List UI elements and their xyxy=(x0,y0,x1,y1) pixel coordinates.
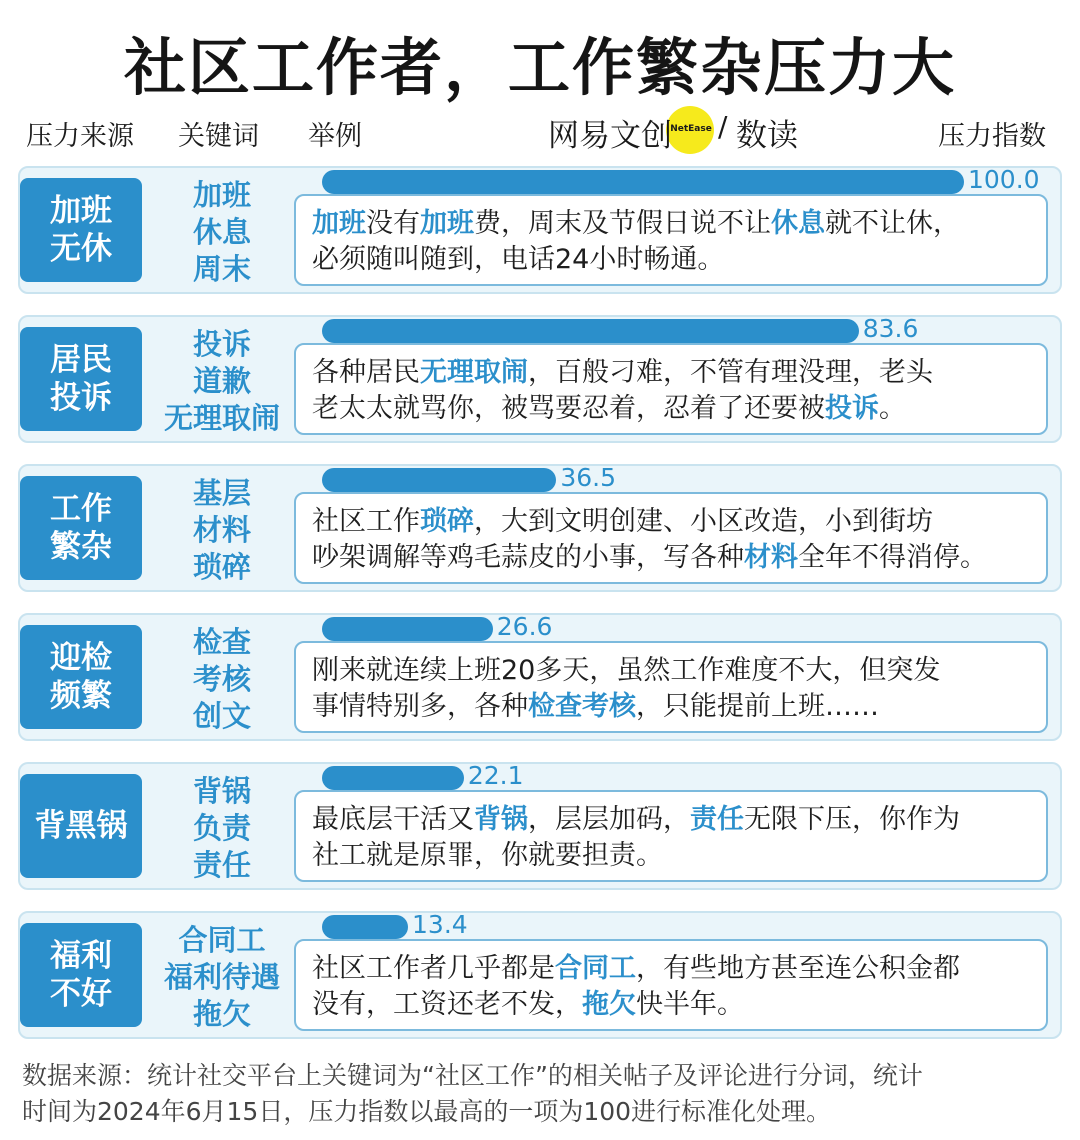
example-quote xyxy=(294,194,1048,286)
footnote-line: 时间为2024年6月15日，压力指数以最高的一项为100进行标准化处理。 xyxy=(22,1097,832,1126)
stress-row xyxy=(18,166,1062,294)
header-keywords: 关键词 xyxy=(178,121,259,152)
example-line xyxy=(312,504,1032,540)
keyword: 责任 xyxy=(192,847,251,882)
example-quote xyxy=(294,492,1048,584)
keyword: 福利待遇 xyxy=(163,959,280,994)
stress-value-label: 83.6 xyxy=(862,314,919,343)
example-text: 社工就是原罪，你就要担责。 xyxy=(312,840,663,871)
logo-sub-text: 数读 xyxy=(736,118,798,154)
stress-row xyxy=(18,762,1062,890)
example-text: ，大到文明创建、小区改造，小到街坊 xyxy=(474,506,933,537)
keyword: 拖欠 xyxy=(192,996,251,1031)
keyword: 合同工 xyxy=(178,922,266,957)
highlighted-keyword: 投诉 xyxy=(825,393,879,424)
example-line xyxy=(312,951,1032,987)
source-text: 投诉 xyxy=(50,380,112,416)
highlighted-keyword: 拖欠 xyxy=(582,989,636,1020)
example-text: 没有 xyxy=(366,208,420,239)
highlighted-keyword: 背锅 xyxy=(474,804,528,835)
header-example: 举例 xyxy=(308,121,362,152)
keyword-list xyxy=(152,772,292,884)
example-line xyxy=(312,653,1032,689)
example-text: 各种居民 xyxy=(312,357,420,388)
header-index: 压力指数 xyxy=(938,121,1046,152)
source-text: 频繁 xyxy=(50,678,112,714)
example-text: 老太太就骂你，被骂要忍着，忍着了还要被 xyxy=(312,393,825,424)
example-text: ，百般刁难，不管有理没理，老头 xyxy=(528,357,933,388)
example-text: 没有，工资还老不发， xyxy=(312,989,582,1020)
stress-value-label: 100.0 xyxy=(968,165,1040,194)
source-text: 无休 xyxy=(50,231,112,267)
example-text: 费，周末及节假日说不让 xyxy=(474,208,771,239)
example-text: 无限下压，你作为 xyxy=(744,804,960,835)
highlighted-keyword: 加班 xyxy=(420,208,474,239)
example-text: 快半年。 xyxy=(636,989,744,1020)
stress-row xyxy=(18,613,1062,741)
keyword-list xyxy=(152,176,292,288)
source-text: 迎检 xyxy=(50,640,112,676)
example-text: 必须随叫随到，电话24小时畅通。 xyxy=(312,244,725,275)
keyword: 创文 xyxy=(192,698,251,733)
header-source: 压力来源 xyxy=(26,121,134,152)
source-text: 加班 xyxy=(50,193,112,229)
netease-logo xyxy=(548,106,808,156)
source-text: 福利 xyxy=(50,938,112,974)
stress-row xyxy=(18,315,1062,443)
example-text: ，层层加码， xyxy=(528,804,690,835)
source-text: 居民 xyxy=(50,342,112,378)
highlighted-keyword: 休息 xyxy=(771,208,825,239)
stress-source-label xyxy=(20,625,142,729)
keyword: 考核 xyxy=(192,661,251,696)
example-text: 社区工作者几乎都是 xyxy=(312,953,555,984)
example-text: 吵架调解等鸡毛蒜皮的小事，写各种 xyxy=(312,542,744,573)
example-line xyxy=(312,242,1032,278)
example-line xyxy=(312,802,1032,838)
highlighted-keyword: 责任 xyxy=(690,804,744,835)
stress-bar xyxy=(322,766,464,790)
example-text: 社区工作 xyxy=(312,506,420,537)
example-text: 。 xyxy=(879,393,906,424)
example-line xyxy=(312,206,1032,242)
keyword: 无理取闹 xyxy=(163,400,280,435)
footnote-line: 数据来源：统计社交平台上关键词为“社区工作”的相关帖子及评论进行分词，统计 xyxy=(22,1061,923,1090)
example-text: 全年不得消停。 xyxy=(798,542,987,573)
source-text: 不好 xyxy=(50,976,112,1012)
highlighted-keyword: 琐碎 xyxy=(420,506,474,537)
keyword-list xyxy=(152,623,292,735)
keyword: 负责 xyxy=(192,810,251,845)
stress-bar xyxy=(322,468,556,492)
stress-value-label: 13.4 xyxy=(412,910,468,939)
stress-value-label: 26.6 xyxy=(496,612,553,641)
keyword: 周末 xyxy=(192,251,251,286)
stress-row xyxy=(18,464,1062,592)
highlighted-keyword: 无理取闹 xyxy=(420,357,528,388)
example-text: 就不让休， xyxy=(825,208,960,239)
highlighted-keyword: 加班 xyxy=(312,208,366,239)
stress-source-label xyxy=(20,178,142,282)
example-line xyxy=(312,540,1032,576)
source-text: 工作 xyxy=(50,491,112,527)
stress-row xyxy=(18,911,1062,1039)
stress-value-label: 22.1 xyxy=(467,761,524,790)
example-text: ，只能提前上班…… xyxy=(636,691,879,722)
example-quote xyxy=(294,641,1048,733)
keyword: 道歉 xyxy=(192,363,251,398)
keyword: 材料 xyxy=(192,512,251,547)
keyword: 背锅 xyxy=(192,773,251,808)
stress-source-label xyxy=(20,923,142,1027)
logo-main-text: 网易文创 xyxy=(548,118,672,154)
example-line xyxy=(312,689,1032,725)
keyword: 检查 xyxy=(192,624,251,659)
keyword: 加班 xyxy=(192,177,251,212)
page-title: 社区工作者，工作繁杂压力大 xyxy=(123,31,956,104)
example-quote xyxy=(294,790,1048,882)
keyword-list xyxy=(152,325,292,437)
keyword-list xyxy=(152,921,292,1033)
data-source-note xyxy=(22,1058,1062,1130)
keyword-list xyxy=(152,474,292,586)
stress-source-label xyxy=(20,774,142,878)
example-line xyxy=(312,391,1032,427)
stress-value-label: 36.5 xyxy=(560,463,616,492)
highlighted-keyword: 检查考核 xyxy=(528,691,636,722)
keyword: 基层 xyxy=(192,475,251,510)
example-quote xyxy=(294,939,1048,1031)
keyword: 投诉 xyxy=(192,326,251,361)
example-quote xyxy=(294,343,1048,435)
example-line xyxy=(312,838,1032,874)
example-text: 刚来就连续上班20多天，虽然工作难度不大，但突发 xyxy=(312,655,941,686)
stress-source-label xyxy=(20,327,142,431)
source-text: 背黑锅 xyxy=(34,808,128,844)
example-line xyxy=(312,355,1032,391)
keyword: 休息 xyxy=(192,214,251,249)
example-text: 事情特别多，各种 xyxy=(312,691,528,722)
stress-bar xyxy=(322,915,408,939)
keyword: 琐碎 xyxy=(192,549,251,584)
highlighted-keyword: 合同工 xyxy=(555,953,636,984)
stress-bar xyxy=(322,617,493,641)
example-text: 最底层干活又 xyxy=(312,804,474,835)
stress-bar xyxy=(322,319,859,343)
stress-source-label xyxy=(20,476,142,580)
logo-separator: / xyxy=(718,110,728,143)
example-text: ，有些地方甚至连公积金都 xyxy=(636,953,960,984)
logo-en-text: NetEase xyxy=(670,124,712,134)
highlighted-keyword: 材料 xyxy=(744,542,798,573)
example-line xyxy=(312,987,1032,1023)
source-text: 繁杂 xyxy=(50,529,112,565)
stress-bar xyxy=(322,170,964,194)
